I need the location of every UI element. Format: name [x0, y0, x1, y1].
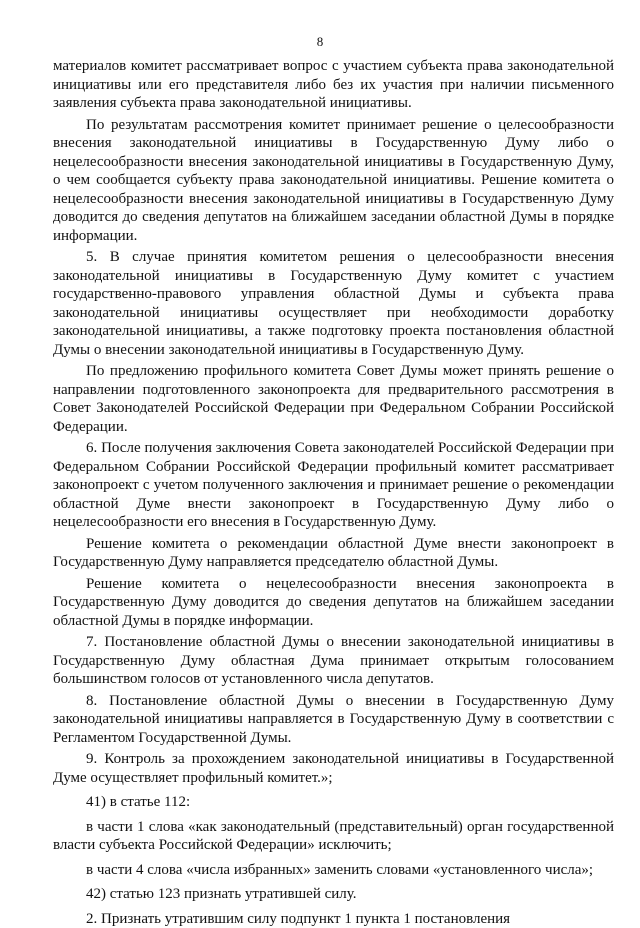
paragraph-part-4-change: в части 4 слова «числа избранных» заменить словами «установленного числа»; — [53, 861, 614, 880]
paragraph-council-proposal: По предложению профильного комитета Совет Думы может принять решение о направлении подготовленного законопроекта для предварительного рассмотрения в Совет Законодателей Российской Федерации при Федеральном Собрании Российской Федерации. — [53, 362, 614, 436]
paragraph-item-5: 5. В случае принятия комитетом решения о целесообразности внесения законодательной инициативы в Государственную Думу комитет с участием государственно-правового управления областной Думы и субъекта права законодательной инициативы осуществляет при необходимости доработку законодательной инициативы, а также подготовку проекта постановления областной Думы о внесении законодательной инициативы в Государственную Думу. — [53, 248, 614, 359]
paragraph-section-2: 2. Признать утратившим силу подпункт 1 пункта 1 постановления — [53, 910, 614, 928]
paragraph-amendment-41: 41) в статье 112: — [53, 793, 614, 812]
paragraph-amendment-42: 42) статью 123 признать утратившей силу. — [53, 885, 614, 904]
paragraph-item-7: 7. Постановление областной Думы о внесении законодательной инициативы в Государственную Думу областная Дума принимает открытым голосованием большинством голосов от установленного числа депутатов. — [53, 633, 614, 689]
paragraph-continuation: материалов комитет рассматривает вопрос с участием субъекта права законодательной инициативы или его представителя либо без их участия при наличии письменного заявления субъекта права законодательной инициативы. — [53, 57, 614, 113]
paragraph-item-9: 9. Контроль за прохождением законодательной инициативы в Государственной Думе осуществляет профильный комитет.»; — [53, 750, 614, 787]
paragraph-part-1-change: в части 1 слова «как законодательный (представительный) орган государственной власти субъекта Российской Федерации» исключить; — [53, 818, 614, 855]
paragraph-item-8: 8. Постановление областной Думы о внесении в Государственную Думу законодательной инициативы направляется в Государственную Думу в соответствии с Регламентом Государственной Думы. — [53, 692, 614, 748]
paragraph-review-results: По результатам рассмотрения комитет принимает решение о целесообразности внесения законодательной инициативы в Государственную Думу либо о нецелесообразности внесения законодательной инициативы в Государственную Думу, о чем сообщается субъекту права законодательной инициативы. Решение комитета о нецелесообразности внесения законодательной инициативы в Государственную Думу доводится до сведения депутатов на ближайшем заседании областной Думы в порядке информации. — [53, 116, 614, 246]
document-body — [53, 57, 614, 928]
paragraph-item-6: 6. После получения заключения Совета законодателей Российской Федерации при Федеральном Собрании Российской Федерации профильный комитет рассматривает законопроект с учетом полученного заключения и принимает решение о рекомендации областной Думе внести законопроект в Государственную Думу либо о нецелесообразности его внесения в Государственную Думу. — [53, 439, 614, 532]
paragraph-recommendation-decision: Решение комитета о рекомендации областной Думе внести законопроект в Государственную Думу направляется председателю областной Думы. — [53, 535, 614, 572]
page-number: 8 — [0, 34, 640, 50]
paragraph-inexpediency-decision: Решение комитета о нецелесообразности внесения законопроекта в Государственную Думу доводится до сведения депутатов на ближайшем заседании областной Думы в порядке информации. — [53, 575, 614, 631]
